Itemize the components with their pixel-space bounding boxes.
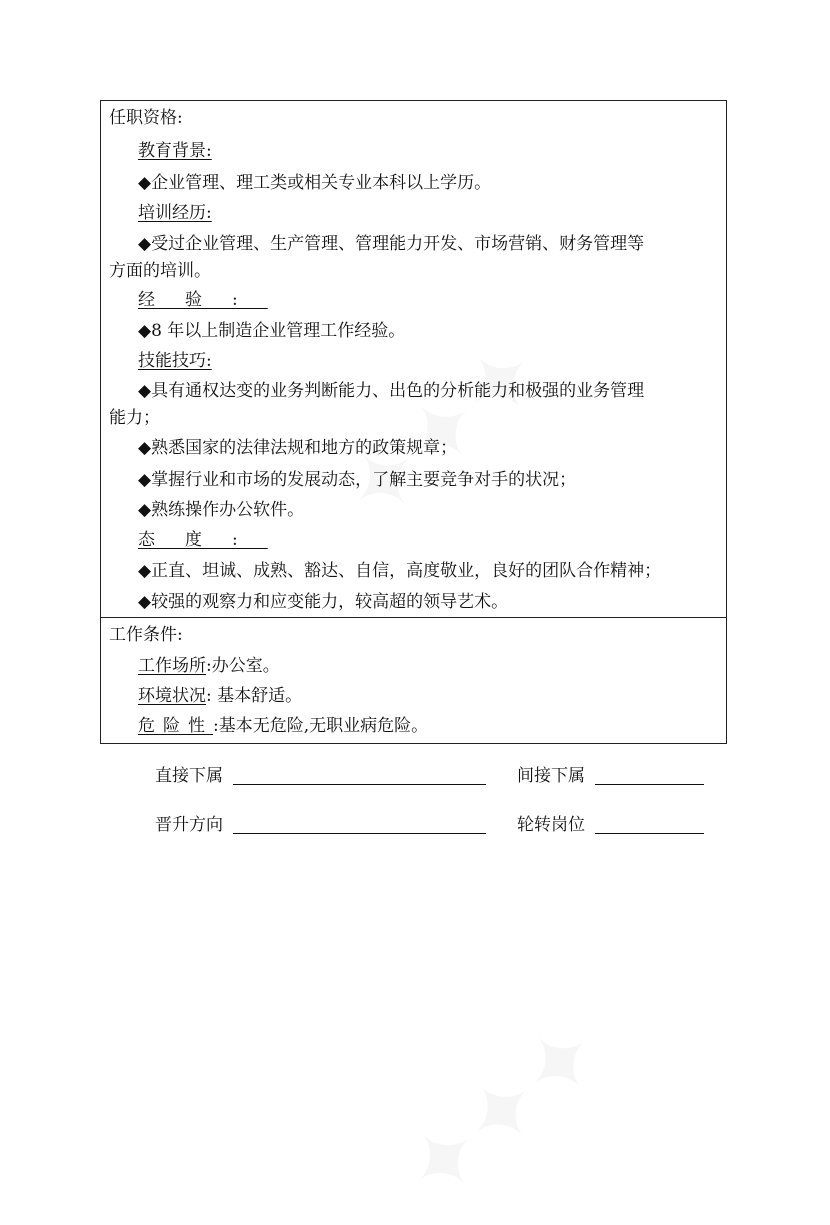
watermark <box>383 1000 624 1225</box>
risk-value: :基本无危险,无职业病危险。 <box>213 716 429 736</box>
skills-line: ◆熟悉国家的法律法规和地方的政策规章； <box>138 438 458 458</box>
direct-subordinate-label: 直接下属 <box>155 766 223 786</box>
work-conditions-box <box>100 617 727 744</box>
workplace-value: :办公室。 <box>206 656 280 676</box>
attitude-line: ◆正直、坦诚、成熟、豁达、自信，高度敬业，良好的团队合作精神； <box>138 561 662 581</box>
training-label: 培训经历: <box>138 203 212 223</box>
promotion-blank[interactable] <box>233 833 486 834</box>
education-item: ◆企业管理、理工类或相关专业本科以上学历。 <box>138 173 492 193</box>
rotation-blank[interactable] <box>595 833 704 834</box>
rotation-label: 轮转岗位 <box>517 815 585 835</box>
skills-line: 能力； <box>109 408 160 428</box>
training-line: ◆受过企业管理、生产管理、管理能力开发、市场营销、财务管理等 <box>138 234 645 254</box>
qualifications-box <box>100 100 727 618</box>
workplace-row <box>138 656 280 676</box>
skills-label: 技能技巧: <box>138 351 212 371</box>
environment-row <box>138 686 302 706</box>
skills-line: ◆熟练操作办公软件。 <box>138 500 305 520</box>
attitude-line: ◆较强的观察力和应变能力，较高超的领导艺术。 <box>138 592 509 612</box>
indirect-subordinate-blank[interactable] <box>595 784 704 785</box>
indirect-subordinate-label: 间接下属 <box>517 766 585 786</box>
environment-value: : 基本舒适。 <box>206 686 303 706</box>
direct-subordinate-blank[interactable] <box>233 784 486 785</box>
attitude-label: 态度: <box>138 530 268 550</box>
education-label: 教育背景: <box>138 141 212 161</box>
skills-line: ◆掌握行业和市场的发展动态，了解主要竞争对手的状况； <box>138 470 577 490</box>
risk-label: 危险性 <box>138 716 213 736</box>
promotion-label: 晋升方向 <box>155 815 223 835</box>
work-conditions-heading: 工作条件: <box>109 625 183 645</box>
training-line: 方面的培训。 <box>109 261 211 281</box>
experience-label: 经验: <box>138 290 268 310</box>
qualifications-heading: 任职资格: <box>109 108 183 128</box>
skills-line: ◆具有通权达变的业务判断能力、出色的分析能力和极强的业务管理 <box>138 381 645 401</box>
experience-item: ◆8 年以上制造企业管理工作经验。 <box>138 321 406 341</box>
workplace-label: 工作场所 <box>138 656 206 676</box>
environment-label: 环境状况 <box>138 686 206 706</box>
risk-row <box>138 716 428 736</box>
